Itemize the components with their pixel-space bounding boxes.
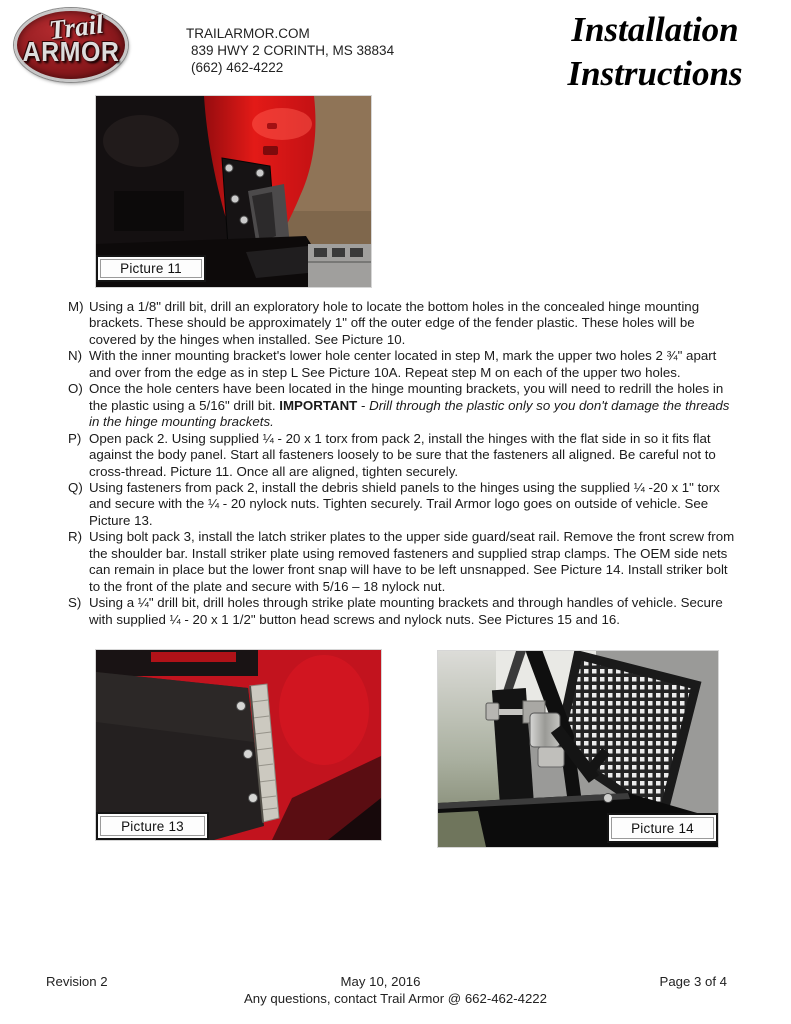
picture-11-label: Picture 11 [96,255,206,282]
instruction-step [68,431,740,480]
logo-oval [14,8,128,82]
step-text-segment: IMPORTANT [279,397,358,413]
picture-14-photo [437,650,719,848]
step-letter: O) [68,381,83,397]
footer-contact-line: Any questions, contact Trail Armor @ 662-462-4222 [244,991,547,1006]
title-line-1: Installation [571,10,739,49]
picture-13-photo [95,649,382,841]
contact-block [186,25,394,76]
phone-text: (662) 462-4222 [191,60,284,75]
step-text-segment: Using bolt pack 3, install the latch striker plates to the upper side guard/seat rail. Remove the front screw from the shoulder bar. Install striker plate using removed fasteners and supplied strap clamps. The OEM side nets can remain in place but the lower front snap will have to be left unsnapped. See Picture 14. Install striker bolt to the front of the plate and secure with 5/16 – 18 nylock nut. [89,529,735,594]
page-title [531,8,779,96]
step-letter: M) [68,299,84,314]
step-letter: R) [68,529,83,545]
step-text-segment: Drill through the plastic only so you don't damage the threads in the hinge mounting brackets. [89,397,730,430]
step-text-segment: With the inner mounting bracket's lower hole center located in step M, mark the upper two holes 2 ¾" apart and over from the edge as in step L See Picture 10A. Repeat step M on each of the upper two holes. [89,348,717,380]
step-text-segment: Using a 1/8" drill bit, drill an exploratory hole to locate the bottom holes in the concealed hinge mounting brackets. These should be approximately 1" off the outer edge of the fender plastic. These holes will be covered by the hinges when installed. See Picture 10. [89,299,700,347]
instruction-step [68,529,740,595]
instruction-list [68,299,740,628]
title-line-2: Instructions [567,54,743,93]
logo-script-text: Trail [47,8,106,46]
instruction-step [68,480,740,529]
instruction-step [68,348,740,381]
step-letter: Q) [68,479,83,495]
picture-14-label: Picture 14 [607,813,718,843]
step-text-segment: Using a ¼" drill bit, drill holes through strike plate mounting brackets and through handles of vehicle. Secure with supplied ¼ - 20 x 1 1/2" button head screws and nylock nuts. See Pictures 15 and 16. [89,595,723,627]
instruction-step [68,595,740,628]
step-text-segment: Using fasteners from pack 2, install the debris shield panels to the hinges using the supplied ¼ -20 x 1" torx and secure with the ¼ - 20 nylock nuts. Tighten securely. Trail Armor logo goes on outside of vehicle. See Picture 13. [89,479,720,528]
footer-date: May 10, 2016 [340,974,421,989]
instruction-step [68,299,740,348]
trail-armor-logo [14,8,136,86]
step-text-segment: Once the hole centers have been located in the hinge mounting brackets, you will need to redrill the holes in the plastic using a 5/16" drill bit. [89,381,724,413]
step-letter: N) [68,348,83,364]
step-text-segment: Open pack 2. Using supplied ¼ - 20 x 1 torx from pack 2, install the hinges with the flat side in so it fits flat against the body panel. Start all fasteners loosely to be sure that the fasteners all aligned. Be careful not to cross-thread. Picture 11. Once all are aligned, tighten securely. [89,430,716,479]
footer-revision: Revision 2 [46,974,108,989]
logo-armor-text: ARMOR [22,36,120,68]
address-text: 839 HWY 2 CORINTH, MS 38834 [191,43,395,58]
website-text: TRAILARMOR.COM [186,26,310,41]
step-letter: P) [68,430,82,446]
picture-11-photo [95,95,372,288]
picture-13-label: Picture 13 [96,812,209,840]
footer-page-number: Page 3 of 4 [659,974,727,989]
footer [0,974,791,1014]
step-text-segment: - [357,397,370,413]
step-letter: S) [68,595,82,611]
instruction-step [68,381,740,430]
